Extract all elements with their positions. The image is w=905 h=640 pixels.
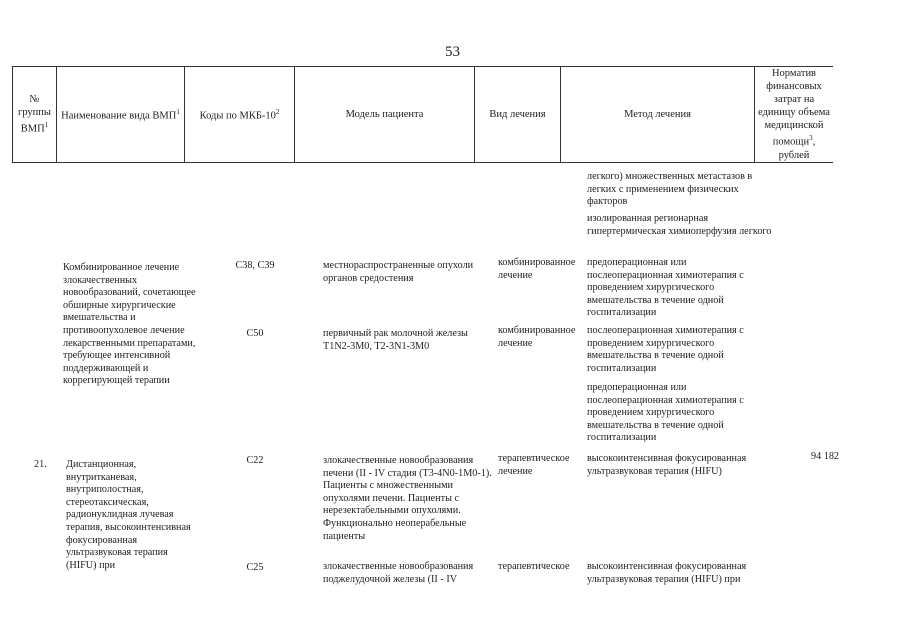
mkb-code-cell: C25 — [246, 562, 264, 573]
treatment-type-cell: терапевтическое — [498, 561, 570, 572]
table-header — [12, 66, 833, 163]
patient-model-cell: местнораспространенные опухоли органов средостения — [323, 260, 474, 284]
header-vmp-name: Наименование вида ВМП$^1$ — [57, 67, 185, 163]
header-treatment-type: Вид лечения — [475, 67, 561, 163]
method-cell: изолированная регионарная гипертермическая химиоперфузия легкого — [587, 213, 772, 237]
patient-model-cell: злокачественные новообразования поджелудочной железы (II - IV — [323, 561, 474, 585]
treatment-type-cell: комбинированное лечение — [498, 325, 576, 349]
mkb-code-cell: C38, C39 — [235, 260, 275, 271]
method-cell: легкого) множественных метастазов в легких с применением физических факторов — [587, 171, 753, 208]
method-cell: высокоинтенсивная фокусированная ультразвуковая терапия (HIFU) — [587, 453, 747, 477]
cost-norm-cell: 94 182 — [810, 451, 839, 462]
header-cost-norm: Норматив финансовых затрат на единицу объема медицинской помощи$^3$, рублей — [755, 67, 834, 163]
group-number-cell: 21. — [34, 459, 47, 470]
mkb-code-cell: C22 — [246, 455, 264, 466]
method-cell: предоперационная или послеоперационная химиотерапия с проведением хирургического вмешательства в течение одной госпитализации — [587, 382, 744, 444]
patient-model-cell: злокачественные новообразования печени (II - IV стадия (T3-4N0-1M0-1). Пациенты с множественными опухолями печени. Пациенты с нерезектабельными опухолями. Функционально неоперабельные пациенты — [323, 455, 492, 542]
page-number: 53 — [445, 44, 460, 60]
treatment-type-cell: комбинированное лечение — [498, 257, 576, 281]
vmp-name-cell: Дистанционная, внутритканевая, внутриполостная, стереотаксическая, радионуклидная лучевая терапия, высокоинтенсивная фокусированная ультразвуковая терапия (HIFU) при — [66, 459, 191, 571]
header-group-no: № группы ВМП$^1$ — [13, 67, 57, 163]
header-patient-model: Модель пациента — [295, 67, 475, 163]
method-cell: предоперационная или послеоперационная химиотерапия с проведением хирургического вмешательства в течение одной госпитализации — [587, 257, 744, 319]
header-treatment-method: Метод лечения — [561, 67, 755, 163]
mkb-code-cell: C50 — [246, 328, 264, 339]
vmp-name-cell: Комбинированное лечение злокачественных новообразований, сочетающее обширные хирургические вмешательства и противоопухолевое лечение лекарственными препаратами, требующее интенсивной поддерживающей и коррегирующей терапии — [63, 262, 196, 387]
method-cell: послеоперационная химиотерапия с проведением хирургического вмешательства в течение одной госпитализации — [587, 325, 744, 374]
header-mkb-codes: Коды по МКБ-$10^2$ — [185, 67, 295, 163]
method-cell: высокоинтенсивная фокусированная ультразвуковая терапия (HIFU) при — [587, 561, 747, 585]
treatment-type-cell: терапевтическое лечение — [498, 453, 570, 477]
patient-model-cell: первичный рак молочной железы T1N2-3M0, T2-3N1-3M0 — [323, 328, 468, 352]
